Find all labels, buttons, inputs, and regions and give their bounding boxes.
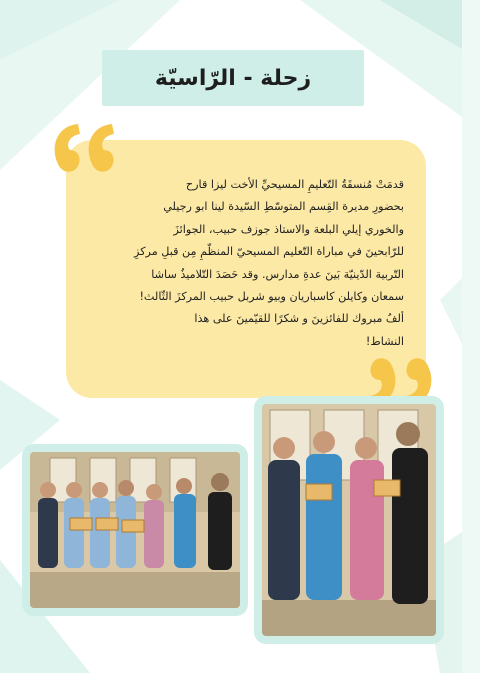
article-body (84, 174, 404, 353)
quote-open-icon (48, 118, 120, 174)
body-line: ألفُ مبروك للفائزينَ و شكرًا للقيّمينَ على هذا (194, 312, 404, 326)
prize-photo (262, 404, 436, 636)
body-line: النشاط! (365, 334, 404, 348)
title-banner (102, 50, 364, 106)
body-line: والخوري إيلي البلعة والاستاذ جوزف حبيب، الجوائزَ (173, 222, 404, 236)
group-photo (30, 452, 240, 608)
body-line: للرّابحينَ في مباراة التّعليم المسيحيّ المنظّمِ مِن قبلِ مركزِ (134, 245, 404, 259)
body-line: سمعان وكايلن كاسباريان وبيو شربل حبيب المركزَ الثّالث! (139, 290, 404, 304)
body-line: بحضورِ مديرة القِسم المتوسّطِ السّيدة لينا ابو رجيلي (163, 200, 404, 214)
page-title: زحلة - الرّاسيّة (154, 65, 312, 91)
body-line: التّربية الدّينيّة بَينَ عدةِ مدارس. وقد حَصَدَ التّلاميذُ ساشا (151, 267, 404, 281)
body-line: قدمَتْ مُنسقَةُ التّعليمِ المسيحيِّ الأخت ليزا قارح (185, 178, 404, 191)
